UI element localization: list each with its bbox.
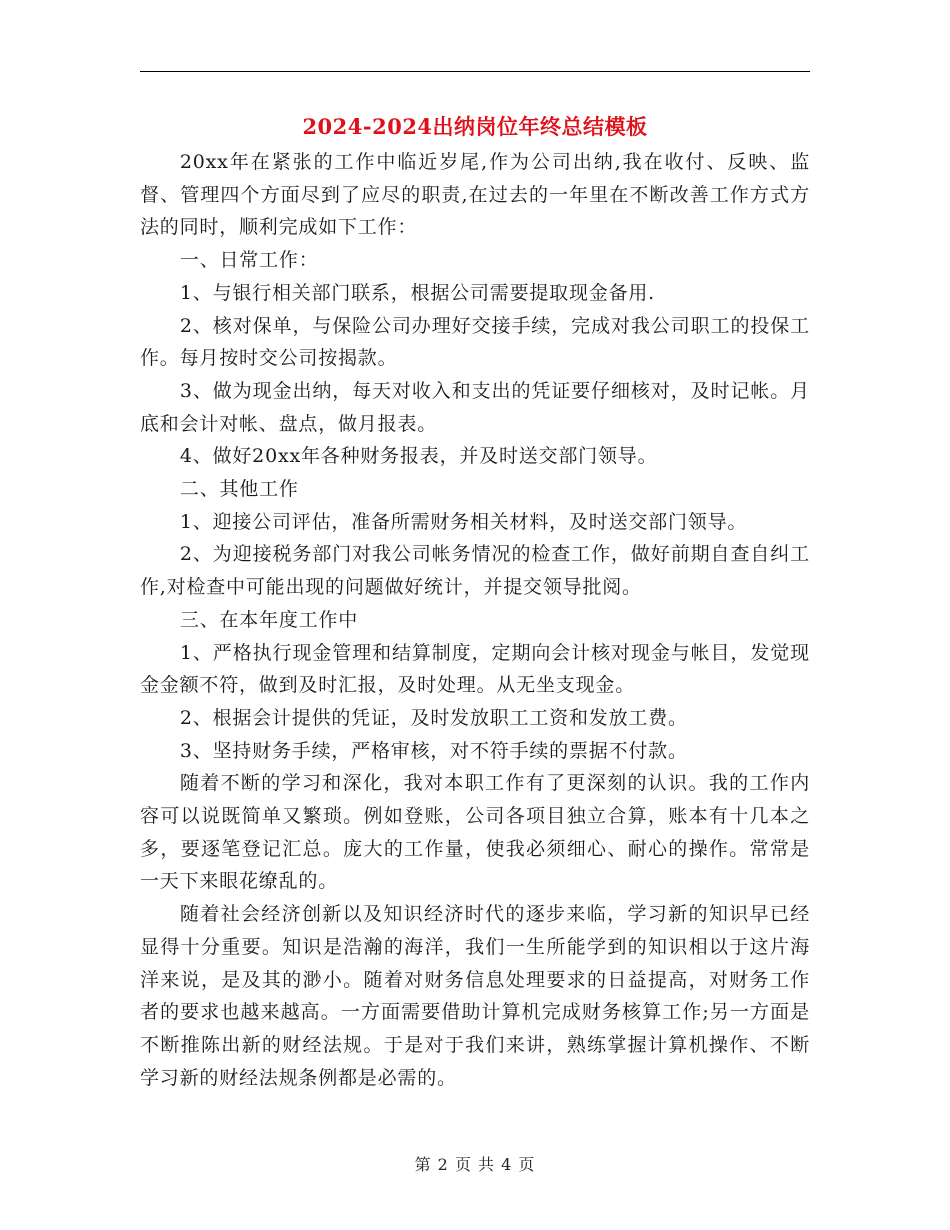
page-footer: 第 2 页 共 4 页	[414, 1155, 536, 1174]
list-item: 2、核对保单，与保险公司办理好交接手续，完成对我公司职工的投保工作。每月按时交公司按揭款。	[140, 314, 810, 370]
list-item: 3、做为现金出纳，每天对收入和支出的凭证要仔细核对，及时记帐。月底和会计对帐、盘点，做月报表。	[140, 379, 810, 435]
section-heading-other: 二、其他工作	[179, 478, 299, 501]
paragraph-reflection: 随着不断的学习和深化，我对本职工作有了更深刻的认识。我的工作内容可以说既简单又繁琐。例如登账，公司各项目独立合算，账本有十几本之多，要逐笔登记汇总。庞大的工作量，使我必须细心、耐心的操作。常常是一天下来眼花缭乱的。	[140, 772, 810, 893]
list-item: 4、做好20xx年各种财务报表，并及时送交部门领导。	[179, 445, 658, 468]
list-item: 1、严格执行现金管理和结算制度，定期向会计核对现金与帐目，发觉现金金额不符，做到及时汇报，及时处理。从无坐支现金。	[140, 641, 810, 697]
paragraph-learning: 随着社会经济创新以及知识经济时代的逐步来临，学习新的知识早已经显得十分重要。知识是浩瀚的海洋，我们一生所能学到的知识相以于这片海洋来说，是及其的渺小。随着对财务信息处理要求的日益提高，对财务工作者的要求也越来越高。一方面需要借助计算机完成财务核算工作;另一方面是不断推陈出新的财经法规。于是对于我们来讲，熟练掌握计算机操作、不断学习新的财经法规条例都是必需的。	[140, 903, 810, 1089]
document-title: 2024-2024出纳岗位年终总结模板	[302, 114, 648, 139]
list-item: 2、为迎接税务部门对我公司帐务情况的检查工作，做好前期自查自纠工作,对检查中可能出现的问题做好统计，并提交领导批阅。	[140, 543, 810, 599]
list-item: 1、迎接公司评估，准备所需财务相关材料，及时送交部门领导。	[179, 510, 748, 533]
section-heading-daily: 一、日常工作：	[179, 249, 319, 272]
section-heading-year: 三、在本年度工作中	[179, 608, 359, 631]
paragraph-intro: 20xx年在紧张的工作中临近岁尾,作为公司出纳,我在收付、反映、监督、管理四个方面尽到了应尽的职责,在过去的一年里在不断改善工作方式方法的同时，顺利完成如下工作：	[140, 151, 810, 239]
list-item: 3、坚持财务手续，严格审核，对不符手续的票据不付款。	[179, 739, 688, 762]
header-rule	[140, 71, 810, 72]
list-item: 1、与银行相关部门联系，根据公司需要提取现金备用.	[179, 281, 656, 304]
document-body	[140, 146, 810, 1094]
list-item: 2、根据会计提供的凭证，及时发放职工工资和发放工费。	[179, 706, 688, 729]
